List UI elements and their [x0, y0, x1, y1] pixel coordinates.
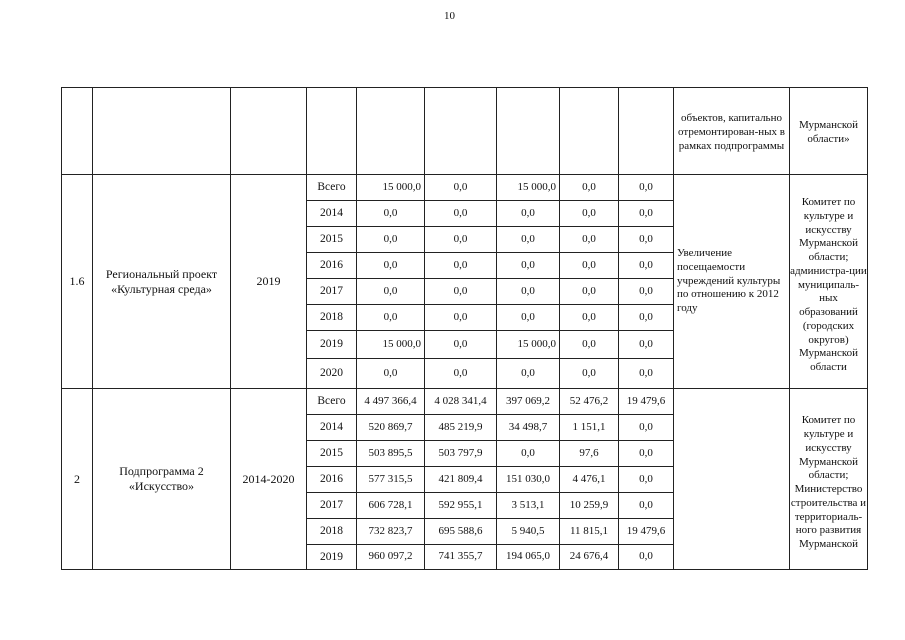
value-cell: 0,0: [357, 253, 425, 279]
empty-cell: [497, 88, 560, 175]
value-cell: 0,0: [619, 467, 674, 493]
value-cell: 577 315,5: [357, 467, 425, 493]
section-name: Региональный проект «Культурная среда»: [93, 175, 231, 389]
value-cell: 0,0: [619, 201, 674, 227]
value-cell: 3 513,1: [497, 493, 560, 519]
value-cell: 0,0: [619, 279, 674, 305]
empty-cell: [231, 88, 307, 175]
value-cell: 695 588,6: [425, 519, 497, 545]
value-cell: 0,0: [619, 227, 674, 253]
value-cell: 1 151,1: [560, 415, 619, 441]
year-cell: Всего: [307, 175, 357, 201]
value-cell: 0,0: [560, 305, 619, 331]
year-cell: 2015: [307, 227, 357, 253]
table-row: [62, 175, 868, 201]
value-cell: 520 869,7: [357, 415, 425, 441]
year-cell: 2017: [307, 279, 357, 305]
value-cell: 11 815,1: [560, 519, 619, 545]
value-cell: 15 000,0: [497, 331, 560, 359]
table-row: [62, 389, 868, 415]
value-cell: 0,0: [497, 305, 560, 331]
empty-cell: [62, 88, 93, 175]
value-cell: 0,0: [560, 253, 619, 279]
value-cell: 0,0: [560, 279, 619, 305]
value-cell: 0,0: [619, 359, 674, 389]
value-cell: 0,0: [357, 227, 425, 253]
value-cell: 741 355,7: [425, 545, 497, 570]
responsible-cell: Комитет по культуре и искусству Мурманской области; администра-ции муниципаль-ных образований (городских округов) Мурманской области: [790, 175, 868, 389]
empty-cell: [307, 88, 357, 175]
value-cell: 19 479,6: [619, 389, 674, 415]
section-period: 2019: [231, 175, 307, 389]
value-cell: 0,0: [425, 227, 497, 253]
value-cell: 0,0: [560, 331, 619, 359]
value-cell: 0,0: [497, 279, 560, 305]
empty-cell: [357, 88, 425, 175]
value-cell: 19 479,6: [619, 519, 674, 545]
value-cell: 503 895,5: [357, 441, 425, 467]
year-cell: 2018: [307, 519, 357, 545]
value-cell: 0,0: [497, 253, 560, 279]
value-cell: 0,0: [560, 201, 619, 227]
value-cell: 4 028 341,4: [425, 389, 497, 415]
value-cell: 0,0: [560, 227, 619, 253]
value-cell: 0,0: [425, 175, 497, 201]
carryover-row: [62, 88, 868, 175]
year-cell: Всего: [307, 389, 357, 415]
value-cell: 960 097,2: [357, 545, 425, 570]
year-cell: 2014: [307, 201, 357, 227]
value-cell: 151 030,0: [497, 467, 560, 493]
value-cell: 485 219,9: [425, 415, 497, 441]
value-cell: 0,0: [425, 359, 497, 389]
value-cell: 4 497 366,4: [357, 389, 425, 415]
year-cell: 2019: [307, 545, 357, 570]
year-cell: 2016: [307, 253, 357, 279]
value-cell: 0,0: [425, 305, 497, 331]
value-cell: 732 823,7: [357, 519, 425, 545]
value-cell: 397 069,2: [497, 389, 560, 415]
value-cell: 24 676,4: [560, 545, 619, 570]
value-cell: 97,6: [560, 441, 619, 467]
value-cell: 0,0: [357, 279, 425, 305]
responsible-cell: Комитет по культуре и искусству Мурманской области; Министерство строительства и территориаль-ного развития Мурманской: [790, 389, 868, 570]
value-cell: 0,0: [560, 359, 619, 389]
value-cell: 52 476,2: [560, 389, 619, 415]
value-cell: 15 000,0: [357, 175, 425, 201]
value-cell: 0,0: [497, 359, 560, 389]
responsible-cell: Мурманской области»: [790, 88, 868, 175]
value-cell: 0,0: [619, 493, 674, 519]
section-name: Подпрограмма 2 «Искусство»: [93, 389, 231, 570]
empty-cell: [425, 88, 497, 175]
value-cell: 0,0: [619, 305, 674, 331]
value-cell: 0,0: [619, 331, 674, 359]
value-cell: 0,0: [619, 175, 674, 201]
value-cell: 4 476,1: [560, 467, 619, 493]
empty-cell: [619, 88, 674, 175]
value-cell: 0,0: [619, 545, 674, 570]
value-cell: 0,0: [619, 415, 674, 441]
year-cell: 2014: [307, 415, 357, 441]
value-cell: 592 955,1: [425, 493, 497, 519]
value-cell: 421 809,4: [425, 467, 497, 493]
empty-cell: [93, 88, 231, 175]
value-cell: 606 728,1: [357, 493, 425, 519]
section-number: 2: [62, 389, 93, 570]
indicator-cell: Увеличение посещаемости учреждений культуры по отношению к 2012 году: [674, 175, 790, 389]
value-cell: 503 797,9: [425, 441, 497, 467]
year-cell: 2018: [307, 305, 357, 331]
value-cell: 0,0: [357, 305, 425, 331]
value-cell: 0,0: [497, 201, 560, 227]
year-cell: 2019: [307, 331, 357, 359]
value-cell: 0,0: [497, 441, 560, 467]
year-cell: 2020: [307, 359, 357, 389]
value-cell: 15 000,0: [497, 175, 560, 201]
value-cell: 0,0: [425, 201, 497, 227]
year-cell: 2017: [307, 493, 357, 519]
section-number: 1.6: [62, 175, 93, 389]
year-cell: 2015: [307, 441, 357, 467]
value-cell: 15 000,0: [357, 331, 425, 359]
value-cell: 5 940,5: [497, 519, 560, 545]
indicator-cell: объектов, капитально отремонтирован-ных в рамках подпрограммы: [674, 88, 790, 175]
value-cell: 0,0: [425, 331, 497, 359]
value-cell: 0,0: [357, 359, 425, 389]
value-cell: 0,0: [619, 253, 674, 279]
value-cell: 194 065,0: [497, 545, 560, 570]
value-cell: 0,0: [560, 175, 619, 201]
section-period: 2014-2020: [231, 389, 307, 570]
value-cell: 0,0: [357, 201, 425, 227]
program-table: [61, 87, 868, 570]
indicator-cell: [674, 389, 790, 570]
value-cell: 10 259,9: [560, 493, 619, 519]
year-cell: 2016: [307, 467, 357, 493]
value-cell: 0,0: [425, 279, 497, 305]
table-body: [62, 88, 868, 570]
empty-cell: [560, 88, 619, 175]
page-number: 10: [444, 10, 455, 22]
value-cell: 0,0: [425, 253, 497, 279]
value-cell: 0,0: [497, 227, 560, 253]
value-cell: 0,0: [619, 441, 674, 467]
value-cell: 34 498,7: [497, 415, 560, 441]
